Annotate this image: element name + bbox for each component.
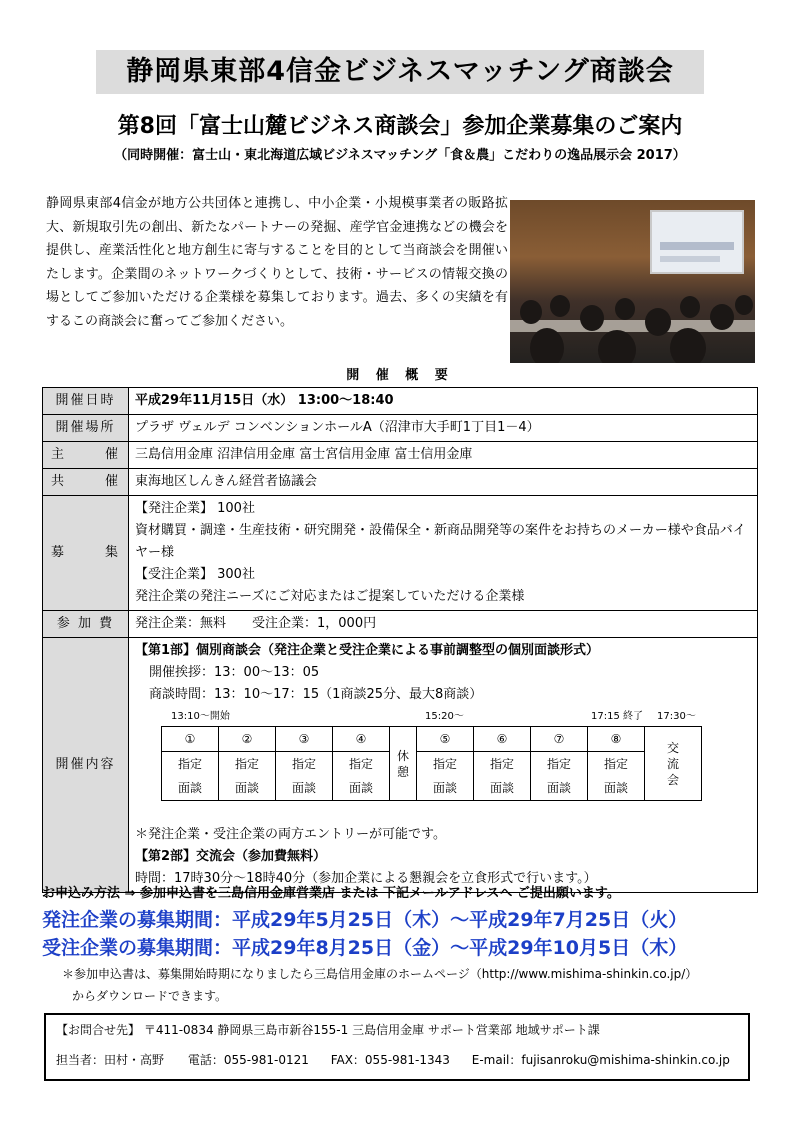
slot-6: ⑥	[474, 727, 531, 752]
host-label: 主 催	[43, 442, 129, 469]
part1-greeting: 開催挨拶：13：00〜13：05	[149, 665, 320, 680]
rest-cell: 休 憩	[390, 727, 417, 801]
slot-4-line2: 面談	[333, 776, 390, 801]
slot-3-line1: 指定	[276, 752, 333, 777]
slot-2: ②	[219, 727, 276, 752]
slot-7: ⑦	[531, 727, 588, 752]
date-value: 平成29年11月15日（水） 13:00〜18:40	[129, 388, 758, 415]
contact-person: 担当者：田村・高野	[56, 1053, 165, 1067]
schedule-diagram	[135, 708, 751, 824]
slot-5-line1: 指定	[417, 752, 474, 777]
row-cohost	[43, 469, 758, 496]
host-value: 三島信用金庫 沼津信用金庫 富士宮信用金庫 富士信用金庫	[129, 442, 758, 469]
row-date	[43, 388, 758, 415]
entry-note: ＊発注企業・受注企業の両方エントリーが可能です。	[135, 827, 446, 842]
recruit-value	[129, 496, 758, 611]
projector-screen	[650, 210, 744, 274]
row-host	[43, 442, 758, 469]
time-mid: 15:20〜	[425, 711, 464, 722]
page-subtitle: 第8回「富士山麓ビジネス商談会」参加企業募集のご案内	[117, 114, 683, 139]
recruit-order-title: 【発注企業】 100社	[135, 501, 255, 516]
slot-4-line1: 指定	[333, 752, 390, 777]
cohost-label: 共 催	[43, 469, 129, 496]
slot-1-line2: 面談	[162, 776, 219, 801]
content-label: 開催内容	[43, 638, 129, 893]
slot-5-line2: 面談	[417, 776, 474, 801]
contact-row2	[56, 1051, 730, 1068]
part1-title: 【第1部】個別商談会（発注企業と受注企業による事前調整型の個別面談形式）	[135, 643, 600, 658]
content-value	[129, 638, 758, 893]
slot-8-line1: 指定	[588, 752, 645, 777]
time-party: 17:30〜	[657, 711, 696, 722]
row-recruit	[43, 496, 758, 611]
slot-4: ④	[333, 727, 390, 752]
event-photo	[510, 200, 755, 363]
slot-6-line1: 指定	[474, 752, 531, 777]
contact-email[interactable]: E-mail：fujisanroku@mishima-shinkin.co.jp	[471, 1053, 730, 1067]
period-accept: 受注企業の募集期間：平成29年8月25日（金）〜平成29年10月5日（木）	[42, 937, 688, 959]
intro-paragraph: 静岡県東部4信金が地方公共団体と連携し、中小企業・小規模事業者の販路拡大、新規取引先の創出、新たなパートナーの発掘、産学官金連携などの機会を提供し、産業活性化と地方創生に寄与することを目的として当商談会を開催いたします。企業間のネットワークづくりとして、技術・サービスの情報交換の場としてご参加いただける企業様を募集しております。過去、多くの実績を有するこの商談会に奮ってご参加ください。	[46, 196, 508, 329]
overview-table	[42, 387, 758, 893]
party-cell: 交 流 会	[645, 727, 702, 801]
slot-6-line2: 面談	[474, 776, 531, 801]
slot-1-line1: 指定	[162, 752, 219, 777]
fee-value: 発注企業：無料 受注企業：1，000円	[129, 611, 758, 638]
slot-8: ⑧	[588, 727, 645, 752]
date-label: 開催日時	[43, 388, 129, 415]
form-note-2: からダウンロードできます。	[72, 989, 228, 1003]
slot-3: ③	[276, 727, 333, 752]
slot-1: ①	[162, 727, 219, 752]
contact-fax: FAX：055-981-1343	[330, 1053, 450, 1067]
part1-meeting: 商談時間：13：10〜17：15（1商談25分、最大8商談）	[149, 687, 483, 702]
recruit-order-desc: 資材購買・調達・生産技術・研究開発・設備保全・新商品開発等の案件をお持ちのメーカー様や食品バイヤー様	[135, 523, 746, 560]
apply-method: お申込み方法 ⇒ 参加申込書を三島信用金庫営業店 または 下記メールアドレスへ ご提出願います。	[42, 886, 620, 901]
row-fee	[43, 611, 758, 638]
slot-7-line2: 面談	[531, 776, 588, 801]
part2-title: 【第2部】交流会（参加費無料）	[135, 849, 327, 864]
slot-8-line2: 面談	[588, 776, 645, 801]
contact-tel: 電話：055-981-0121	[187, 1053, 309, 1067]
contact-box	[44, 1013, 750, 1081]
co-event-subtitle: （同時開催：富士山・東北海道広域ビジネスマッチング「食＆農」こだわりの逸品展示会 2017）	[114, 148, 686, 163]
recruit-accept-desc: 発注企業の発注ニーズにご対応またはご提案していただける企業様	[135, 589, 525, 604]
overview-heading: 開 催 概 要	[346, 368, 454, 383]
fee-label: 参 加 費	[43, 611, 129, 638]
time-start: 13:10〜開始	[171, 711, 230, 722]
page-title: 静岡県東部4信金ビジネスマッチング商談会	[96, 50, 704, 94]
slot-3-line2: 面談	[276, 776, 333, 801]
slot-2-line2: 面談	[219, 776, 276, 801]
cohost-value: 東海地区しんきん経営者協議会	[129, 469, 758, 496]
contact-address: 【お問合せ先】 〒411-0834 静岡県三島市新谷155-1 三島信用金庫 サポート営業部 地域サポート課	[56, 1023, 600, 1037]
row-venue	[43, 415, 758, 442]
schedule-table	[161, 726, 702, 801]
venue-value: プラザ ヴェルデ コンベンションホールA（沼津市大手町1丁目1－4）	[129, 415, 758, 442]
recruit-label: 募 集	[43, 496, 129, 611]
slot-2-line1: 指定	[219, 752, 276, 777]
period-order: 発注企業の募集期間：平成29年5月25日（木）〜平成29年7月25日（火）	[42, 909, 688, 931]
form-note-1: ＊参加申込書は、募集開始時期になりましたら三島信用金庫のホームページ（http://www.mishima-shinkin.co.jp/）	[62, 967, 698, 981]
part2-time: 時間：17時30分〜18時40分（参加企業による懇親会を立食形式で行います。）	[135, 871, 597, 886]
time-end: 17:15 終了	[591, 711, 643, 722]
row-content	[43, 638, 758, 893]
slot-5: ⑤	[417, 727, 474, 752]
venue-label: 開催場所	[43, 415, 129, 442]
recruit-accept-title: 【受注企業】 300社	[135, 567, 255, 582]
slot-7-line1: 指定	[531, 752, 588, 777]
